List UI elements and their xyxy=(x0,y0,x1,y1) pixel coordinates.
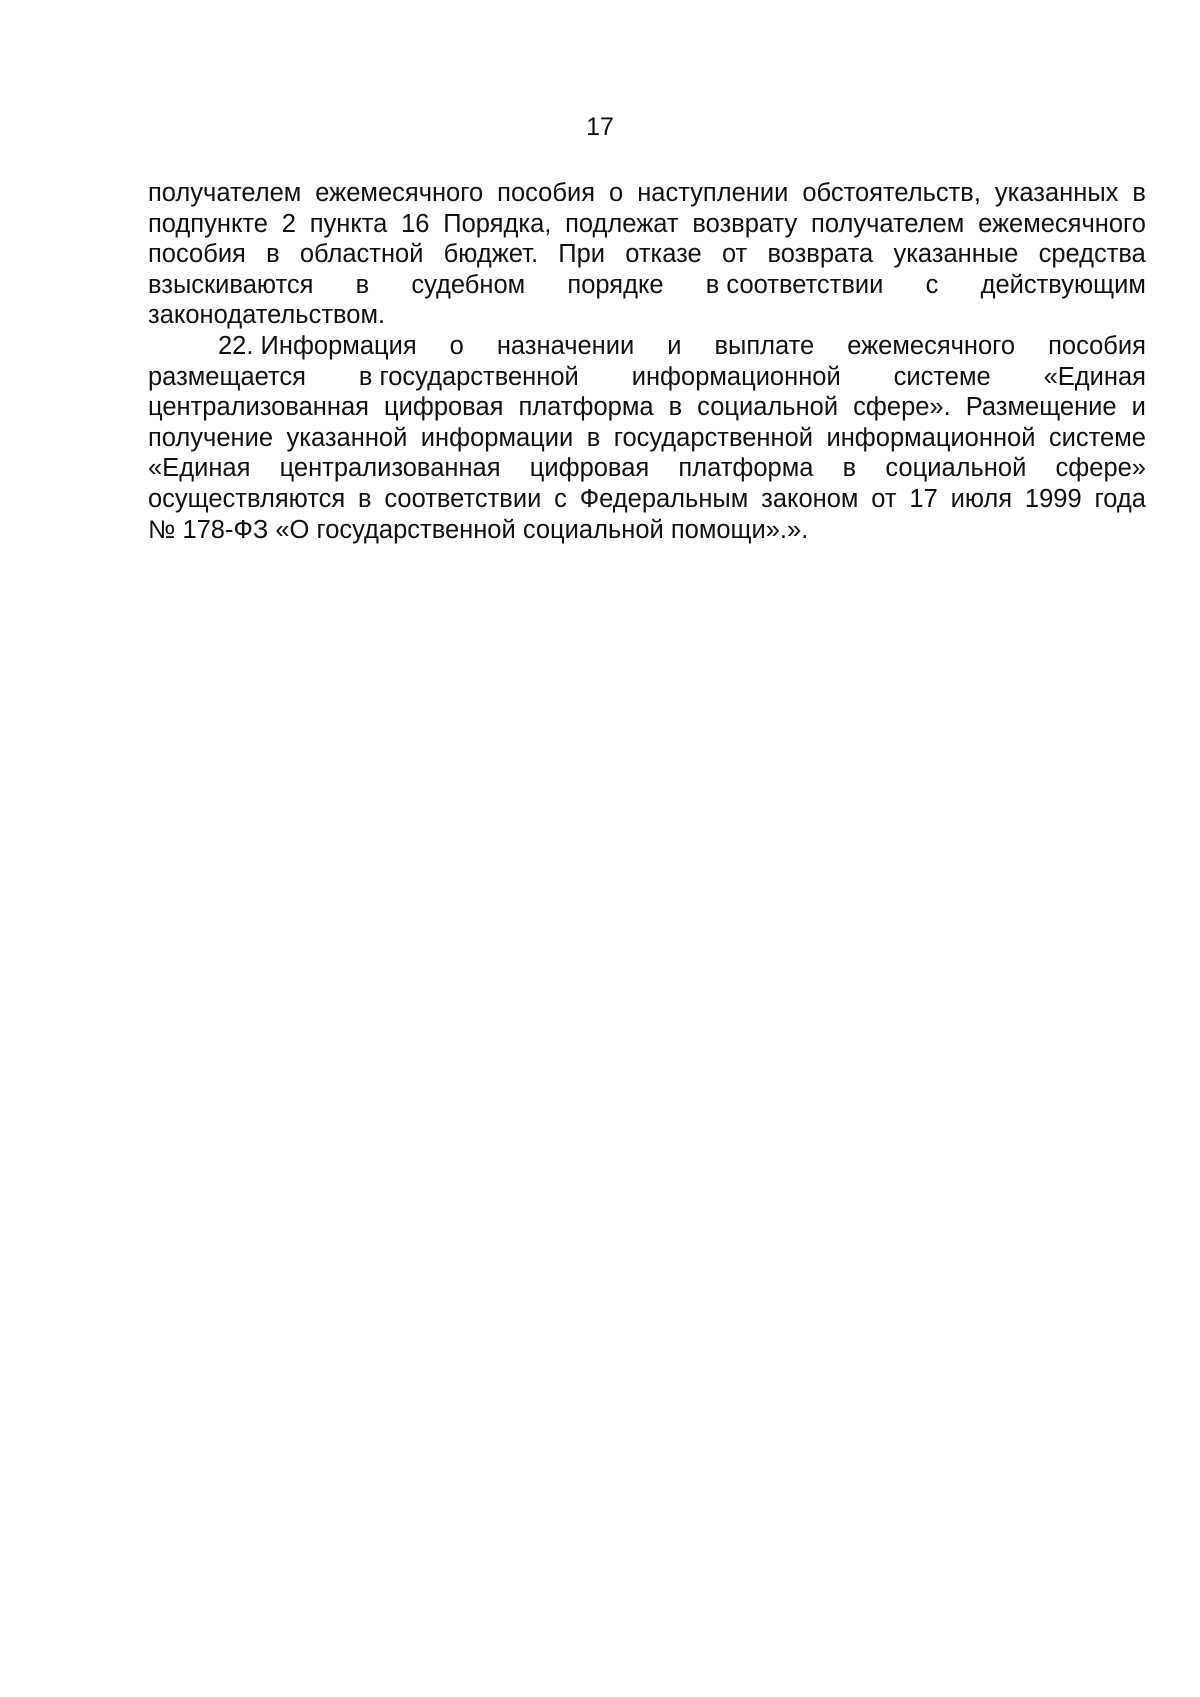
text-word: системе xyxy=(1048,423,1146,452)
text-word: в государственной xyxy=(358,362,579,391)
text-word: получателем xyxy=(811,209,965,238)
text-word: в xyxy=(1132,179,1146,207)
text-line xyxy=(148,484,1146,515)
text-word: Порядка, xyxy=(443,209,552,238)
text-word: государственной xyxy=(613,423,813,452)
text-word: выплате xyxy=(714,331,815,360)
text-word: подпункте xyxy=(148,209,268,238)
body-text xyxy=(148,178,1146,545)
text-word: «Единая xyxy=(1043,362,1146,391)
page-number: 17 xyxy=(586,113,614,141)
text-word: в xyxy=(842,454,857,483)
text-word: с xyxy=(925,270,939,299)
text-word: действующим xyxy=(980,270,1146,299)
text-word: сфере». xyxy=(853,393,951,422)
text-word: 1999 xyxy=(1024,484,1082,513)
text-word: цифровая xyxy=(383,393,504,422)
text-word: цифровая xyxy=(529,454,650,483)
text-word: в xyxy=(586,423,601,452)
text-line xyxy=(148,178,1146,209)
text-word: пособия xyxy=(497,179,596,207)
text-word: соответствии xyxy=(384,484,542,513)
text-word: порядке xyxy=(567,270,664,299)
text-word: в xyxy=(355,270,370,299)
text-line xyxy=(148,209,1146,240)
text-line xyxy=(148,270,1146,301)
text-word: получателем xyxy=(148,179,302,207)
text-line xyxy=(148,300,1146,331)
text-line xyxy=(148,515,1146,546)
text-word: судебном xyxy=(411,270,526,299)
text-line xyxy=(148,423,1146,454)
text-word: размещается xyxy=(148,362,306,391)
text-word: «Единая xyxy=(148,454,251,483)
text-line xyxy=(148,331,1146,362)
text-word: обстоятельств, xyxy=(802,179,981,207)
text-word: социальной xyxy=(885,454,1027,483)
text-word: назначении xyxy=(496,331,635,360)
text-word: ежемесячного xyxy=(315,179,484,207)
text-word: и xyxy=(667,331,682,360)
text-word: законодательством. xyxy=(148,301,386,330)
text-word: бюджет. xyxy=(443,240,539,269)
text-word: централизованная xyxy=(148,393,369,422)
text-word: от xyxy=(721,240,748,269)
text-word: платформа xyxy=(678,454,814,483)
text-word: в xyxy=(266,240,280,269)
text-word: 22. Информация xyxy=(218,331,417,360)
text-word: возврата xyxy=(767,240,874,269)
text-word: 17 xyxy=(909,484,938,513)
text-word: платформа xyxy=(518,393,654,422)
text-word: указанной xyxy=(286,423,408,452)
text-word: в xyxy=(357,484,372,513)
text-word: сфере» xyxy=(1055,454,1146,483)
text-word: в xyxy=(668,393,683,422)
text-word: № 178-ФЗ «О государственной социальной помощи».». xyxy=(148,515,809,544)
text-word: возврату xyxy=(692,209,798,238)
text-word: ежемесячного xyxy=(847,331,1016,360)
text-word: 2 xyxy=(281,209,296,238)
text-word: законом xyxy=(761,484,859,513)
text-word: от xyxy=(871,484,897,513)
text-word: отказе xyxy=(625,240,702,269)
text-word: наступлении xyxy=(637,179,789,207)
text-word: областной xyxy=(299,240,424,269)
text-word: ежемесячного xyxy=(978,209,1146,238)
text-word: 16 xyxy=(401,209,430,238)
text-line xyxy=(148,392,1146,423)
text-word: о xyxy=(449,331,464,360)
text-word: года xyxy=(1094,484,1146,513)
text-word: о xyxy=(609,179,624,207)
text-word: осуществляются xyxy=(148,484,346,513)
text-word: Федеральным xyxy=(579,484,749,513)
text-word: информационной xyxy=(631,362,841,391)
text-word: пособия xyxy=(1048,331,1146,360)
text-word: июля xyxy=(950,484,1013,513)
text-line xyxy=(148,453,1146,484)
text-word: социальной xyxy=(697,393,839,422)
text-word: системе xyxy=(893,362,991,391)
text-word: с xyxy=(554,484,567,513)
text-word: пункта xyxy=(309,209,388,238)
text-line xyxy=(148,239,1146,270)
text-word: Размещение xyxy=(965,393,1117,422)
text-word: получение xyxy=(148,423,274,452)
text-word: взыскиваются xyxy=(148,270,314,299)
text-word: пособия xyxy=(148,240,246,269)
text-word: информационной xyxy=(826,423,1036,452)
text-word: централизованная xyxy=(279,454,501,483)
text-word: подлежат xyxy=(565,209,679,238)
text-word: При xyxy=(558,240,606,269)
text-line xyxy=(148,362,1146,393)
text-word: указанных xyxy=(994,179,1119,207)
text-word: в соответствии xyxy=(705,270,884,299)
text-word: информации xyxy=(420,423,574,452)
text-word: и xyxy=(1131,393,1146,422)
text-word: средства xyxy=(1038,240,1146,269)
text-word: указанные xyxy=(893,240,1019,269)
